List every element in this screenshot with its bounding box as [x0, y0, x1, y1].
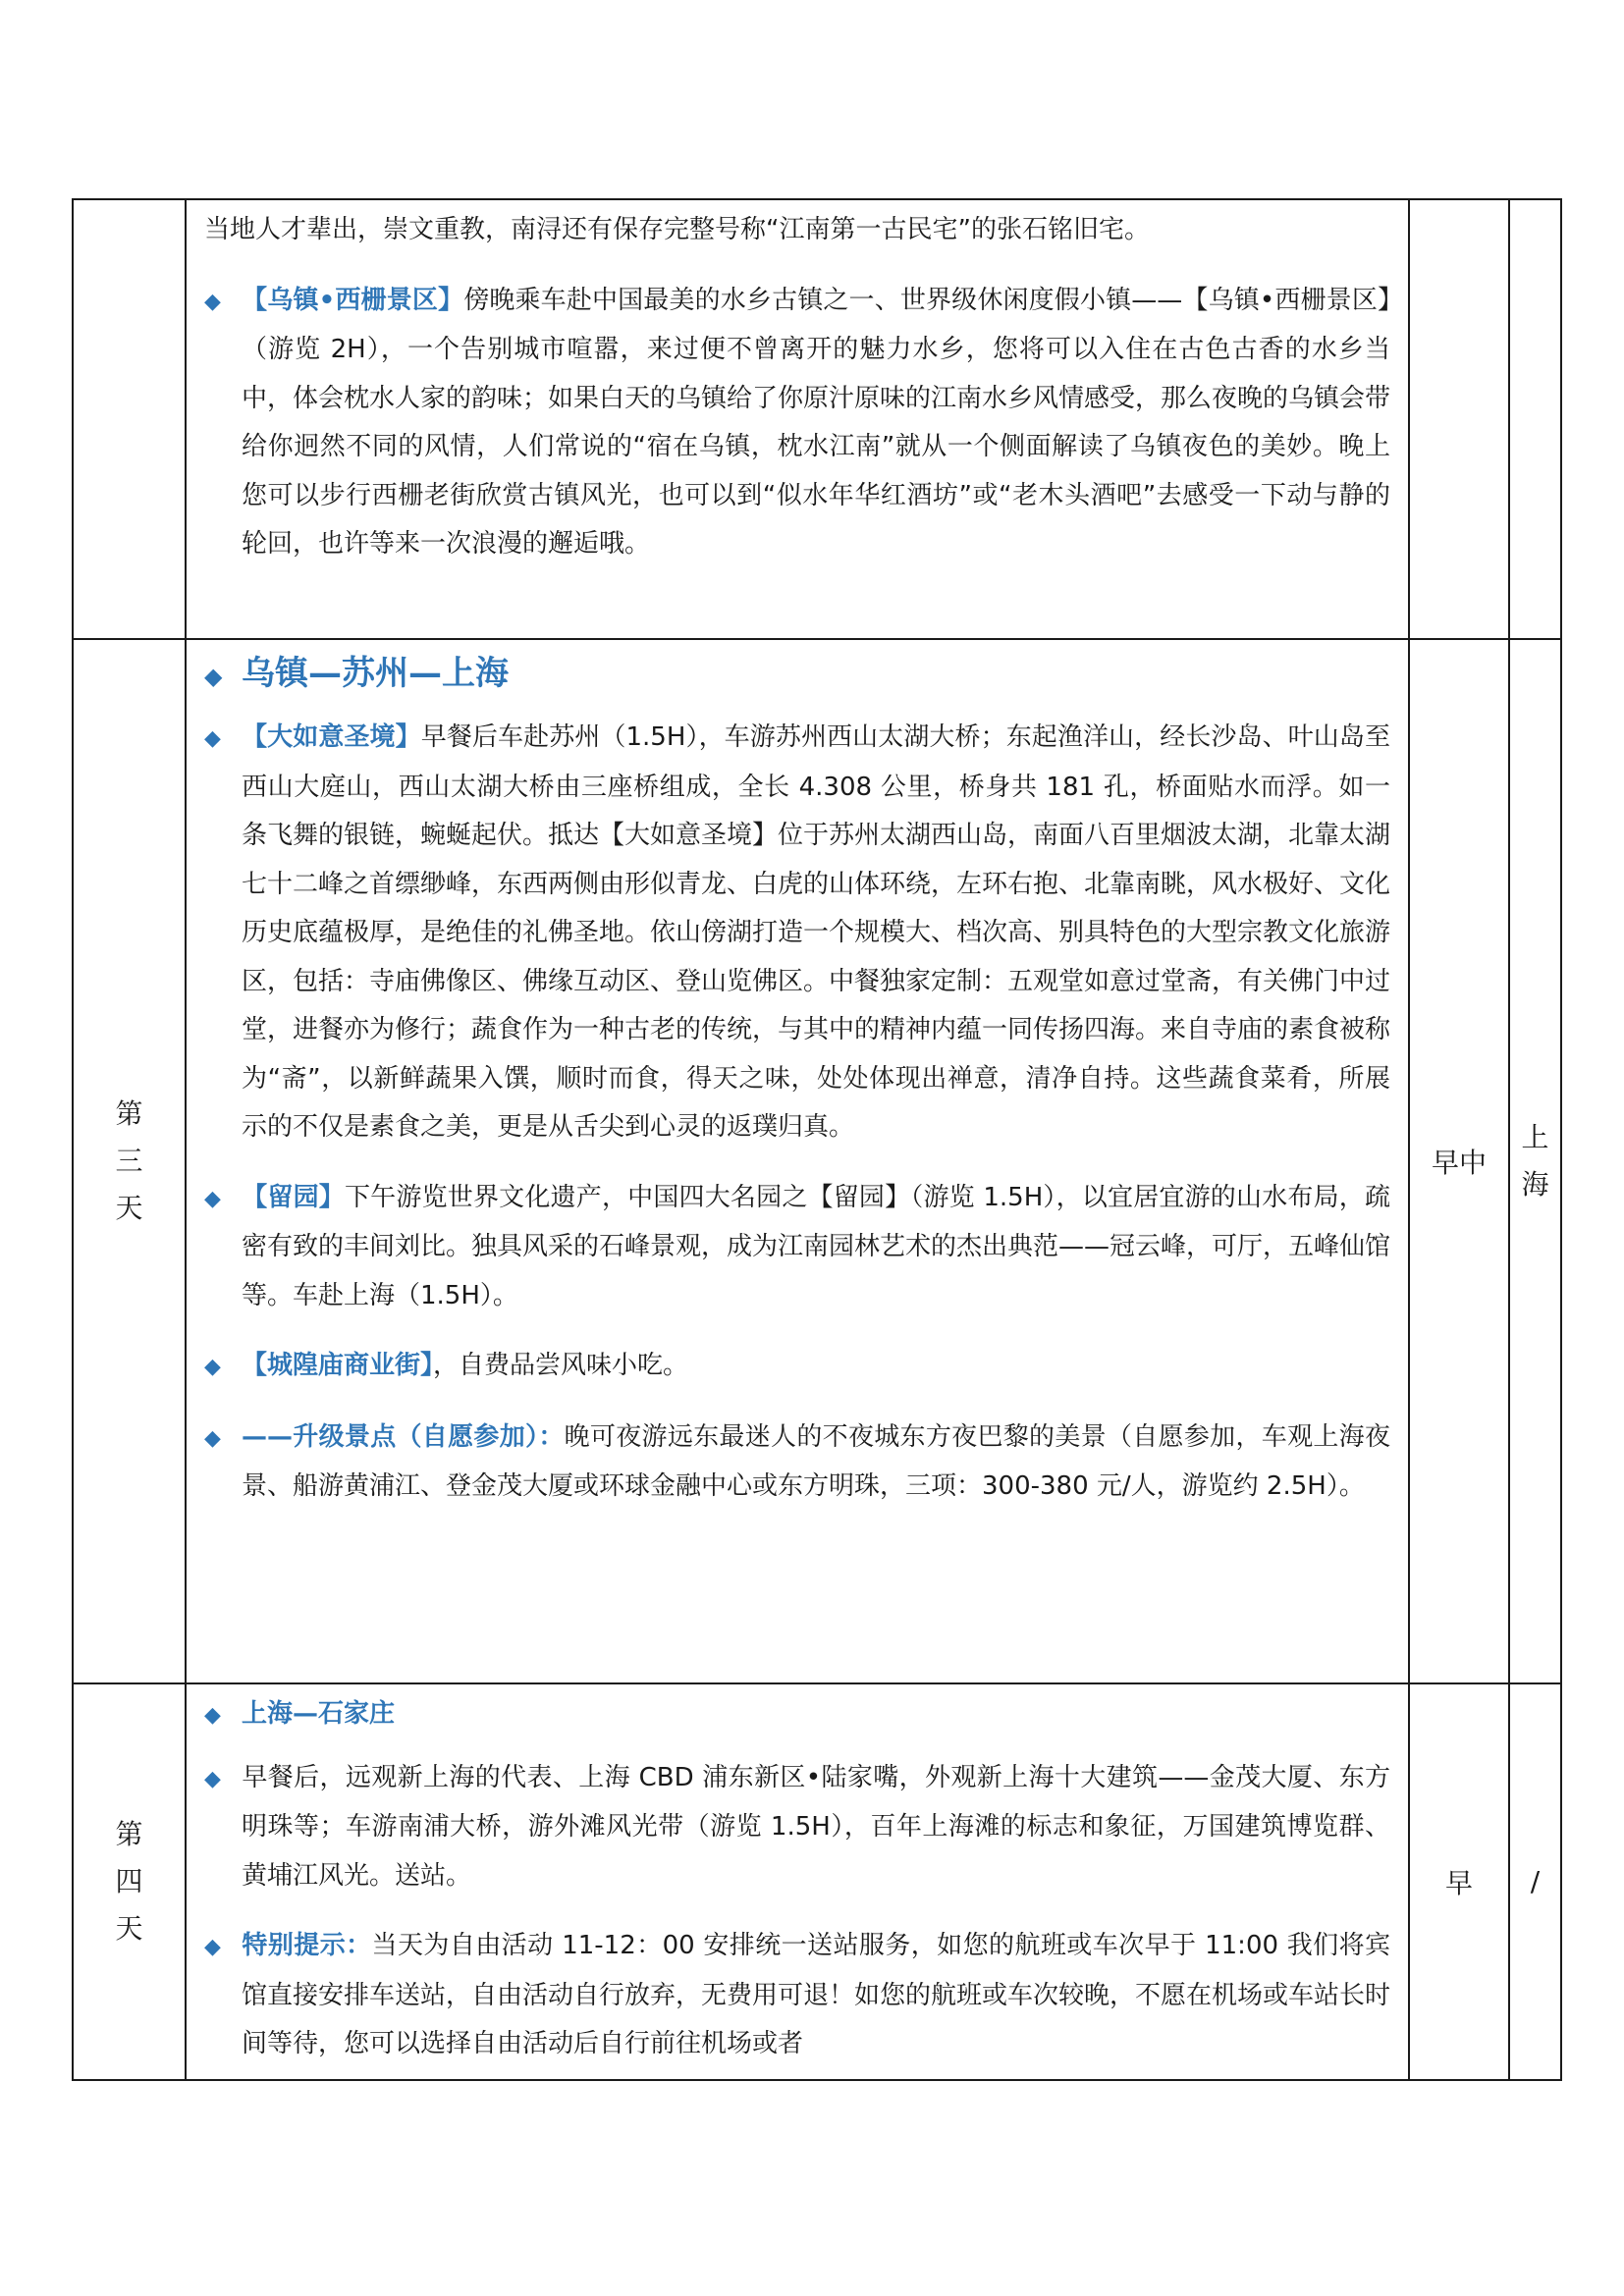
item-title: 【大如意圣境】	[242, 722, 421, 752]
day-label-day4	[73, 1683, 186, 2080]
day-char: 第	[115, 1097, 143, 1130]
bullet-diamond-icon: ◆	[204, 1766, 221, 1791]
hotel-cell-day4: /	[1509, 1683, 1561, 2080]
day-char: 三	[115, 1145, 143, 1177]
item-liuyuan	[204, 1174, 1390, 1321]
carry-over-text: 当地人才辈出，崇文重教，南浔还有保存完整号称“江南第一古民宅”的张石铭旧宅。	[204, 215, 1150, 244]
item-text: ，自费品尝风味小吃。	[433, 1351, 689, 1380]
route-title	[204, 1690, 1390, 1740]
item-pudong	[204, 1754, 1390, 1901]
hotel-char: 上	[1521, 1121, 1549, 1153]
item-special-notice	[204, 1922, 1390, 2069]
bullet-diamond-icon: ◆	[204, 663, 223, 690]
item-upgrade	[204, 1414, 1390, 1512]
bullet-diamond-icon: ◆	[204, 1935, 221, 1959]
itinerary-row-continued	[73, 199, 1561, 639]
content-cell-day3	[186, 639, 1409, 1683]
route-title	[204, 646, 1390, 704]
hotel-char: 海	[1521, 1168, 1549, 1201]
itinerary-row-day3	[73, 639, 1561, 1683]
bullet-diamond-icon: ◆	[204, 726, 221, 751]
hotel-cell-empty	[1509, 199, 1561, 639]
item-title: 【留园】	[242, 1182, 345, 1212]
item-title: 特别提示：	[242, 1931, 372, 1960]
item-title: 【城隍庙商业街】	[242, 1351, 434, 1380]
meal-cell-day4: 早	[1409, 1683, 1509, 2080]
route-text: 上海—石家庄	[242, 1699, 396, 1729]
meal-cell-day3: 早中	[1409, 639, 1509, 1683]
item-text: 早餐后车赴苏州（1.5H），车游苏州西山太湖大桥；东起渔洋山，经长沙岛、叶山岛至西山大庭山，西山太湖大桥由三座桥组成，全长 4.308 公里，桥身共 181 孔，桥面贴水而浮。如一条飞舞的银链，蜿蜒起伏。抵达【大如意圣境】位于苏州太湖西山岛，南面八百里烟波太湖，北靠太湖七十二峰之首缥缈峰，东西两侧由形似青龙、白虎的山体环绕，左环右抱、北靠南眺，风水极好、文化历史底蕴极厚，是绝佳的礼佛圣地。依山傍湖打造一个规模大、档次高、别具特色的大型宗教文化旅游区，包括：寺庙佛像区、佛缘互动区、登山览佛区。中餐独家定制：五观堂如意过堂斋，有关佛门中过堂，进餐亦为修行；蔬食作为一种古老的传统，与其中的精神内蕴一同传扬四海。来自寺庙的素食被称为“斋”，以新鲜蔬果入馔，顺时而食，得天之味，处处体现出禅意，清净自持。这些蔬食菜肴，所展示的不仅是素食之美，更是从舌尖到心灵的返璞归真。	[242, 722, 1391, 1142]
itinerary-row-day4	[73, 1683, 1561, 2080]
day-char: 天	[115, 1192, 143, 1224]
itinerary-table	[72, 198, 1562, 2081]
content-cell-day4	[186, 1683, 1409, 2080]
item-text: 下午游览世界文化遗产，中国四大名园之【留园】（游览 1.5H），以宜居宜游的山水布局，疏密有致的丰间刘比。独具风采的石峰景观，成为江南园林艺术的杰出典范——冠云峰，可厅，五峰仙馆等。车赴上海（1.5H）。	[242, 1182, 1391, 1310]
item-text: 晚可夜游远东最迷人的不夜城东方夜巴黎的美景（自愿参加，车观上海夜景、船游黄浦江、登金茂大厦或环球金融中心或东方明珠，三项：300-380 元/人，游览约 2.5H）。	[242, 1421, 1390, 1501]
meal-cell-empty	[1409, 199, 1509, 639]
item-daruyi	[204, 714, 1390, 1152]
day-cell-empty	[73, 199, 186, 639]
content-cell	[186, 199, 1409, 639]
bullet-diamond-icon: ◆	[204, 1355, 221, 1379]
bullet-diamond-icon: ◆	[204, 289, 221, 314]
bullet-diamond-icon: ◆	[204, 1186, 221, 1211]
hotel-cell-day3	[1509, 639, 1561, 1683]
item-text: 当天为自由活动 11-12：00 安排统一送站服务，如您的航班或车次早于 11:00 我们将宾馆直接安排车送站，自由活动自行放弃，无费用可退！如您的航班或车次较晚，不愿在机场或车站长时间等待，您可以选择自由活动后自行前往机场或者	[242, 1931, 1391, 2058]
item-title: 【乌镇•西栅景区】	[242, 285, 464, 315]
item-title: ——升级景点（自愿参加）：	[242, 1421, 565, 1452]
item-text: 早餐后，远观新上海的代表、上海 CBD 浦东新区•陆家嘴，外观新上海十大建筑——金茂大厦、东方明珠等；车游南浦大桥，游外滩风光带（游览 1.5H），百年上海滩的标志和象征，万国建筑博览群、黄埔江风光。送站。	[242, 1762, 1390, 1891]
route-text: 乌镇—苏州—上海	[242, 654, 509, 693]
day-label-day3	[73, 639, 186, 1683]
day-char: 四	[115, 1864, 143, 1897]
item-chenghuangmiao	[204, 1342, 1390, 1392]
day-char: 天	[115, 1911, 143, 1945]
item-wuzhen	[204, 277, 1390, 569]
day-char: 第	[115, 1817, 143, 1850]
bullet-diamond-icon: ◆	[204, 1425, 221, 1451]
bullet-diamond-icon: ◆	[204, 1703, 221, 1728]
item-text: 傍晚乘车赴中国最美的水乡古镇之一、世界级休闲度假小镇——【乌镇•西栅景区】（游览 2H），一个告别城市喧嚣，来过便不曾离开的魅力水乡，您将可以入住在古色古香的水乡当中，体会枕水人家的韵味；如果白天的乌镇给了你原汁原味的江南水乡风情感受，那么夜晚的乌镇会带给你迥然不同的风情，人们常说的“宿在乌镇，枕水江南”就从一个侧面解读了乌镇夜色的美妙。晚上您可以步行西栅老街欣赏古镇风光，也可以到“似水年华红酒坊”或“老木头酒吧”去感受一下动与静的轮回，也许等来一次浪漫的邂逅哦。	[242, 285, 1391, 559]
